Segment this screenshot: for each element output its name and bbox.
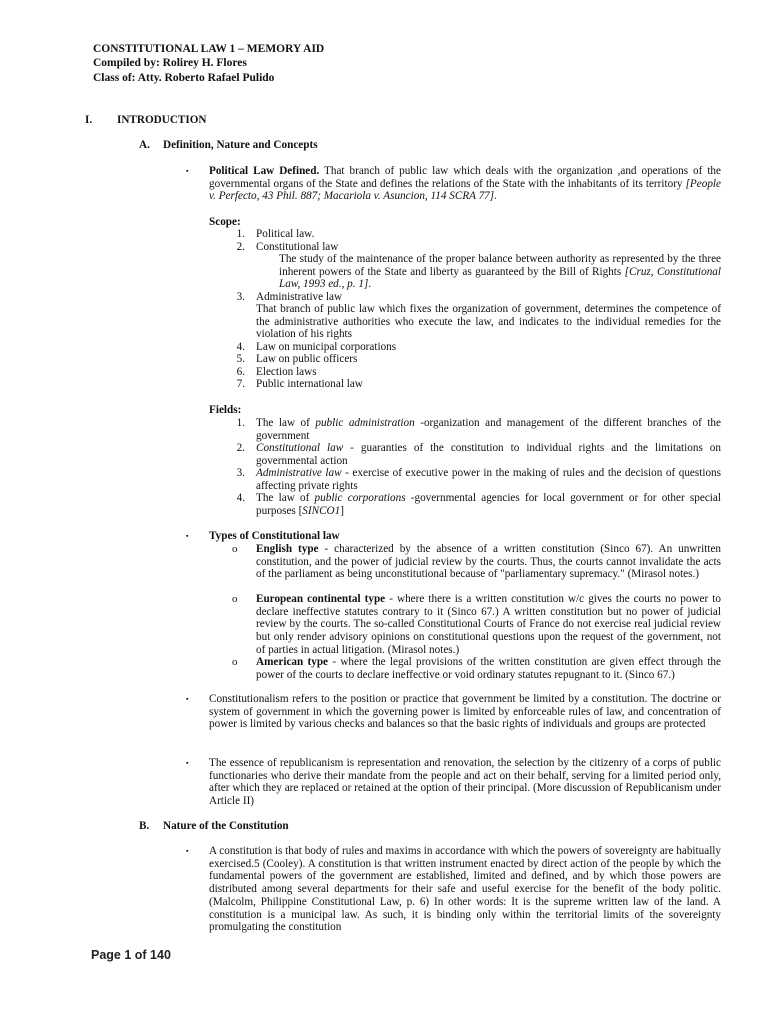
constitutional-law-desc [279, 253, 721, 291]
fields-item-em: public corporations [314, 492, 406, 504]
fields-num: 1. [236, 417, 245, 429]
fields-item [256, 417, 721, 442]
fields-item-post: - exercise of executive power in the making of rules and the decision of questions affecting private rights [256, 467, 721, 492]
type-item-term: European continental type [256, 593, 386, 605]
constitutional-desc-end: . [368, 278, 372, 291]
political-law-paragraph [209, 165, 721, 203]
type-item-term: American type [256, 656, 329, 668]
fields-item [256, 442, 721, 467]
fields-item-em: Constitutional law [256, 442, 344, 454]
scope-num: 3. [236, 291, 245, 303]
scope-num: 1. [236, 228, 245, 240]
circle-bullet-icon: o [232, 656, 238, 668]
constitutional-desc-text: The study of the maintenance of the proper balance between authority as represented by the three inherent powers of the State and liberty as guaranteed by the Bill of Rights [279, 253, 721, 278]
type-item [256, 656, 721, 681]
political-law-term: Political Law Defined. [209, 165, 320, 177]
scope-num: 6. [236, 366, 245, 378]
fields-item-post: - guaranties of the constitution to individual rights and the limitations on governmental action [256, 442, 721, 467]
type-item-text: - characterized by the absence of a written constitution (Sinco 67). An unwritten constitution, and the power of judicial review by the courts. Thus, the courts cannot invalidate the acts of the parliament as being unconstitutional because of "parliamentary supremacy." (Mirasol notes.) [256, 543, 721, 581]
bullet-icon: ▪ [186, 167, 189, 175]
fields-label: Fields: [209, 404, 242, 416]
republicanism-paragraph: The essence of republicanism is representation and renovation, the selection by the citizenry of a corps of public functionaries who derive their mandate from the people and act on their behalf, serving for a limited period only, after which they are replaced or retained at the option of their principal. (More discussion of Republicanism under Article II) [209, 757, 721, 808]
compiled-by: Compiled by: Rolirey H. Flores [93, 57, 247, 69]
section-title: INTRODUCTION [117, 114, 207, 126]
scope-num: 2. [236, 241, 245, 253]
type-item [256, 543, 721, 581]
fields-num: 3. [236, 467, 245, 479]
subsection-letter: A. [139, 139, 150, 151]
scope-item: Law on municipal corporations [256, 341, 397, 353]
scope-item: Public international law [256, 378, 363, 390]
subsection-title: Definition, Nature and Concepts [163, 139, 318, 151]
administrative-law-desc: That branch of public law which fixes the organization of government, determines the competence of the administrative authorities who execute the law, and indicates to the individual remedies for the violation of his rights [256, 303, 721, 341]
scope-label: Scope: [209, 216, 241, 228]
bullet-icon: ▪ [186, 532, 189, 540]
political-law-citation: [People v. Perfecto, 43 Phil. 887; Macariola v. Asuncion, 114 SCRA 77] [209, 177, 721, 203]
circle-bullet-icon: o [232, 543, 238, 555]
political-law-end: . [494, 190, 497, 203]
fields-item-em: Administrative law [256, 467, 342, 479]
scope-item: Political law. [256, 228, 315, 240]
document-title: CONSTITUTIONAL LAW 1 – MEMORY AID [93, 43, 325, 55]
fields-item-pre: The law of [256, 492, 315, 504]
constitution-definition-paragraph: A constitution is that body of rules and maxims in accordance with which the powers of sovereignty are habitually exercised.5 (Cooley). A constitution is that written instrument enacted by direct action of the people by which the fundamental powers of the government are established, limited and defined, and by which those powers are distributed among several departments for their safe and useful exercise for the benefit of the body politic. (Malcolm, Philippine Constitutional Law, p. 6) In other words: It is the supreme written law of the land. A constitution is a municipal law. As such, it is binding only within the territorial limits of the sovereignty promulgating the constitution [209, 845, 722, 934]
fields-num: 4. [236, 492, 245, 504]
scope-num: 4. [236, 341, 245, 353]
fields-item-post: -governmental agencies for local government or for other special purposes [ [256, 492, 721, 517]
subsection-letter: B. [139, 820, 150, 832]
subsection-title: Nature of the Constitution [163, 820, 289, 832]
type-item-text: - where the legal provisions of the written constitution are given effect through the power of the courts to declare ineffective or void ordinary statutes repugnant to it. (Sinco 67.) [256, 656, 721, 681]
bullet-icon: ▪ [186, 759, 189, 767]
type-item [256, 593, 721, 657]
type-item-text: - where there is a written constitution w/c gives the courts no power to declare ineffective statutes contrary to it (Sinco 67.) A written constitution but no power of judicial review by the courts. The so-called Constitutional Courts of France do not exercise real judicial review but only render advisory opinions on constitutional questions upon the request of the government, not of parties in actual litigation. (Mirasol notes.) [256, 593, 721, 656]
bullet-icon: ▪ [186, 695, 189, 703]
fields-num: 2. [236, 442, 245, 454]
scope-item: Constitutional law [256, 241, 339, 253]
bullet-icon: ▪ [186, 847, 189, 855]
fields-item [256, 467, 721, 492]
fields-item-post: -organization and management of the different branches of the government [256, 417, 721, 442]
political-law-text: That branch of public law which deals with the organization ,and operations of the governmental organs of the State and defines the relations of the State with the inhabitants of its territory [209, 165, 721, 190]
scope-item: Administrative law [256, 291, 343, 303]
scope-item: Law on public officers [256, 353, 358, 365]
type-item-term: English type [256, 543, 319, 555]
types-title: Types of Constitutional law [209, 530, 340, 542]
scope-num: 5. [236, 353, 245, 365]
constitutional-desc-cite: [Cruz, Constitutional Law, 1993 ed., p. 1] [279, 265, 721, 291]
fields-item-post2: ] [340, 504, 344, 517]
fields-item-pre: The law of [256, 417, 316, 429]
scope-item: Election laws [256, 366, 317, 378]
page-number: Page 1 of 140 [91, 948, 171, 962]
circle-bullet-icon: o [232, 593, 238, 605]
scope-num: 7. [236, 378, 245, 390]
fields-item-em: public administration [315, 417, 415, 429]
section-numeral: I. [85, 114, 93, 126]
fields-item [256, 492, 721, 517]
class-of: Class of: Atty. Roberto Rafael Pulido [93, 72, 275, 84]
constitutionalism-paragraph: Constitutionalism refers to the position or practice that government be limited by a constitution. The doctrine or system of government in which the governing power is limited by enforceable rules of law, and concentration of power is limited by various checks and balances so that the basic rights of individuals and groups are protected [209, 693, 721, 731]
fields-item-em2: SINCO1 [302, 504, 341, 517]
